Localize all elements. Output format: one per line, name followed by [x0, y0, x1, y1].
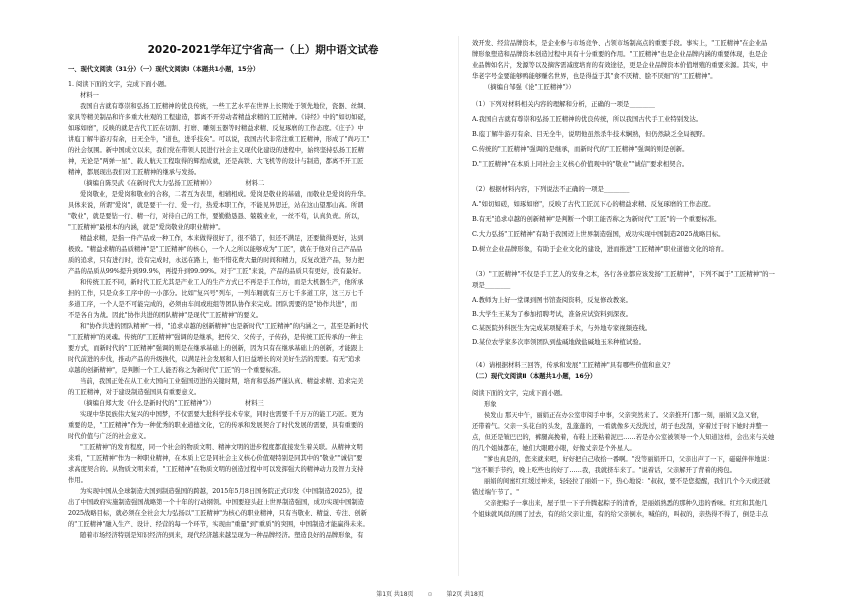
text-line: 精神，都展现出我们对工匠精神的继承与发扬。 — [68, 169, 201, 176]
text-line: 出了中国政府实施制造强国战略第一个十年的行动纲领。中国要迎头赶上世界制造强国，成功实现中国制造 — [68, 499, 364, 506]
text-line: 和传统工匠不同，新时代工匠尤其是产业工人的生产方式已不再是手工作坊，而是大机器生产，他所承 — [80, 279, 364, 286]
text-line: 2025战略目标，就必须在全社会大力弘扬以"工匠精神"为核心的职业精神，只有当敬业、精益、专注、创新 — [68, 510, 367, 517]
question-1-stem: （1）下列对材料相关内容的理解和分析，正确的一项是________ — [472, 100, 656, 108]
question-3-stem: （3）"工匠精神"不仅是手工艺人的安身之本，各行各业都应该发扬"工匠精神"，下列不属于"工匠精神"的一 — [472, 270, 775, 278]
material2-source — [68, 398, 458, 409]
text-line: 来看，"工匠精神"作为一种职业精神，在本质上它是同社会主义核心价值观特别是同其中的"敬业""诚信"要 — [68, 455, 363, 462]
question-intro: 1. 阅读下面的文字，完成下面小题。 — [68, 81, 171, 88]
text-line: "敬业"，就是要钻一行、精一行，对待自己的工作，要勤勤恳恳、兢兢业业，一丝不苟，认真负责。所以， — [68, 213, 364, 220]
text-line: 具体来说，所谓"爱岗"，就是要干一行、爱一行，热爱本职工作，不能见异思迁，站在这山望那山高。所谓 — [68, 202, 364, 209]
page-separator-icon: ⊙ — [427, 591, 433, 598]
text-line: 要方式，而新时代的"工匠精神"强调的则是在继承基础上的创新，因为只有在继承基础上的创新，才能跟上 — [68, 345, 364, 352]
text-line: "工匠精神"的发育程度，同一个社会的物质文明、精神文明的进步程度都直接发生着关联。从精神文明 — [80, 444, 363, 451]
right-column — [458, 0, 832, 608]
text-line: 当前，我国正处在从工业大国向工业强国迈进的关键时期，培育和弘扬严谨认真、精益求精、追求完美 — [80, 378, 364, 385]
text-line: 产品的品质从99%提升到99.9%，再提升到99.99%。对于"工匠"来说，产品的品质只有更好，没有最好。 — [68, 268, 365, 275]
text-line: 时代价值与广泛的社会意义。 — [68, 433, 150, 440]
text-line: 业品牌如名片，发源等以及摘客需减度培育的有效途径，更是企业品牌资本价值增殖的重要来源。其实，中 — [472, 62, 768, 69]
text-line: 为实现中国从全球制造大国到制造强国的跨越，2015年5月8日国务院正式印发《中国制造2025》，提 — [80, 488, 363, 495]
material3-body — [68, 409, 458, 541]
text-line: 求高度契合的。从物质文明来看，"工匠精神"在物质文明的创造过程中可以发挥强大的精神动力及智力支持 — [68, 466, 364, 473]
left-content — [68, 64, 458, 541]
text-line: 多道工序，一个人是不可能完成的，必须由车间或班组等团队协作来完成。团队需要的是"协作共进"，而 — [68, 301, 358, 308]
exam-title: 2020-2021学年辽宁省高一（上）期中语文试卷 — [147, 44, 379, 56]
q3-option-b: B.大学生王某为了参加招聘考试，准备应试资料到深夜。 — [472, 310, 633, 318]
material3-source: （摘编自邹强《论"工匠精神"》） — [484, 84, 575, 91]
text-line: 卓越的创新精神"，是判断一个工人能否称之为新时代"工匠"的一个重要标准。 — [68, 367, 285, 374]
text-line: 作用。 — [68, 477, 87, 484]
q1-option-b: B.庖丁解牛游刃有余、目无全牛，说明他虽然杀牛技术娴熟，但仍然缺乏全局视野。 — [472, 130, 709, 138]
source-citation: （摘编自陈昊武《在新时代大力弘扬工匠精神》） — [80, 180, 216, 187]
text-line: 错过端午节了。" — [472, 489, 519, 496]
right-content — [472, 38, 828, 520]
text-line: 重要的是，"工匠精神"作为一种优秀的职业道德文化，它的传承和发展契合了时代发展的需要，具有重要的 — [68, 422, 364, 429]
question-intro-2: 阅读下面的文字，完成下面小题。 — [472, 390, 567, 397]
page-number-right: 第2页 共18页 — [446, 591, 484, 598]
page-number-left: 第1页 共18页 — [376, 591, 414, 598]
text-line: 神，无论是"两弹一星"、载人航天工程取得的辉煌成就，还是高铁、大飞机等的设计与制造，都离不开工匠 — [68, 158, 364, 165]
text-line: 时代前进的步伐，推动产品的升级换代，以满足社会发展和人们日益增长的对美好生活的需要。有无"追求 — [68, 356, 361, 363]
q1-option-d: D."工匠精神"在本质上同社会主义核心价值观中的"敬业""诚信"要求相契合。 — [472, 160, 689, 168]
text-line: 担的工作，只是众多工序中的一小部分。比如"复兴号"列车，一列车厢就有三万七千多道工序，这三万七千 — [68, 290, 364, 297]
q3-option-c: C.某医院外科医生为完成某项疑难手术，与外地专家视频连线。 — [472, 324, 652, 332]
question-2-stem: （2）根据材料内容，下列说法不正确的一项是________ — [472, 185, 630, 193]
text-line: 牌形象塑造和品牌资本创造过程中具有十分重要的作用。"工匠精神"也是企业品牌内涵的重要体现，也是企 — [472, 51, 768, 58]
q2-option-d: D.树立企业品牌形象，有助于企业文化的建设，进而推进"工匠精神"职业道德文化的培育。 — [472, 245, 728, 253]
text-line: 精益求精，是指一件产品或一种工作，本来做得很好了，很不错了，但还不满足，还要做得更好，达到 — [80, 235, 364, 242]
text-line: 侯发山 那天中午，丽娟正在办公室审阅手中事，父亲突然来了。父亲推开门那一刻，丽娟又急又窘， — [484, 412, 764, 419]
question-3-stem-cont: 项是________ — [472, 281, 511, 289]
question-4-stem: （4）请根据材料三回答，传承和发展"工匠精神"具有哪些价值和意义？ — [472, 361, 674, 369]
text-line: 的几个姐妹都在，她们大眼瞪小眼，好像丈亲是个外星人。 — [472, 445, 636, 452]
q2-option-c: C.大力弘扬"工匠精神"有助于我国迈上世界制造强国，成功实现中国制造2025战略目标。 — [472, 230, 725, 238]
text-line: 不是各自为战。因此"协作共进的团队精神"是现代"工匠精神"的要义。 — [68, 312, 263, 319]
text-line: 的社会氛围。新中国成立以来，我们党在带领人民进行社会主义现代化建设的进程中，始终坚持弘扬工匠精 — [68, 147, 364, 154]
material1-source — [68, 178, 458, 189]
left-column — [68, 0, 458, 608]
material2-label: 材料二 — [245, 180, 265, 187]
q3-option-a: A.教师为上好一堂课到图书馆查阅资料，反复修改教案。 — [472, 296, 633, 304]
text-line: 爱岗敬业，是爱岗和敬业的合称，二者互为表里，相辅相成。爱岗是敬业的基础，而敬业是爱岗的升华。 — [80, 191, 370, 198]
text-line: "工匠精神"的灵魂。传统的"工匠精神"强调的是继承，把传父、父传子，子传孙，是传统工匠传承的一种主 — [68, 334, 363, 341]
text-line: 实现中华民族伟大复兴的中国梦，不仅需要大批科学技术专家，同时也需要千千万万的能工巧匠。更为 — [80, 411, 364, 418]
text-line: 随着市场经济特别是知识经济的到来，现代经济越来越呈现为一种品牌经济。塑造良好的品牌形象，有 — [80, 532, 364, 539]
section2-heading: （二）现代文阅读Ⅱ（本题共1小题，16分） — [472, 373, 597, 380]
material3-label: 材料三 — [244, 400, 264, 407]
q2-option-a: A."如切如磋，如琢如磨"，反映了古代工匠沉下心的精益求精、反复琢磨的工作态度。 — [472, 200, 715, 208]
material1-label: 材料一 — [80, 92, 99, 99]
text-line: 极致。"精益求精的品质精神"是"工匠精神"的核心，一个人之所以能够成为"工匠"，就在于他对自己产品品 — [68, 246, 363, 253]
text-line: 还带着气。父亲一头花白的头发，乱蓬蓬的，一看就像多天没洗过，胡子也没刮，穿着过于时下她时并整一 — [472, 423, 768, 430]
text-line: 华老字号金要能够鸭能够赚名世界，也是得益于其"食不厌精、脍不厌细"的"工匠精神"。 — [472, 73, 717, 80]
q1-option-c: C.传统的"工匠精神"强调的是继承，而新时代的"工匠精神"强调的则是创新。 — [472, 145, 689, 153]
text-line: 如琢如磨"，反映的就是古代工匠在切割、打磨、雕刻玉器等时精益求精、反复琢磨的工作态度。《庄子》中 — [68, 125, 364, 132]
text-line: "工匠精神"最根本的内涵，就是"爱岗敬业的职业精神"。 — [68, 224, 225, 231]
text-line: 质的追求，只有进行时，没有完成时，永远在路上，他不惜花费大量的时间和精力，反复改进产品，努力把 — [68, 257, 364, 264]
q3-option-d: D.某位农学家多次率领团队到盐碱地做盐碱地玉米种植试验。 — [472, 338, 646, 346]
text-line: "这不顺手节约，晚上吃些也的好了……我，我就挤车来了。"说着话，父亲解开了背着的挎包。 — [472, 467, 736, 474]
section1-heading: 一、现代文阅读（31分）（一）现代文阅读Ⅰ（本题共1小题，15分） — [68, 66, 260, 73]
text-line: 父亲把粽子一拿出来，屋子里一下子升腾起粽子的清香，是丽娟熟悉的那种久违的香味。红红和其他几 — [484, 500, 768, 507]
q2-option-b: B.有无"追求卓越的创新精神"是判断一个职工能否称之为新时代"工匠"的一个重要标准。 — [472, 215, 721, 223]
page-footer — [0, 589, 860, 598]
material2-body — [68, 189, 458, 398]
text-line: 点，但还是皱巴巴的，裤腿高挽着，布鞋上还粘着泥巴……若是办公室被领导一个人知道这样，会出来与关她 — [472, 434, 775, 441]
text-line: 和"协作共进的团队精神"一样，"追求卓越的创新精神"也是新时代"工匠精神"的内涵之一，甚至是新时代 — [80, 323, 369, 330]
text-line: 讲庖丁解牛游刃有余，日无全牛，"道也，进乎技矣"。可以说，我国古代非常注重工匠精神，形成了"尚巧工" — [68, 136, 370, 143]
text-line: "爹也真是的，您来就来吧，好好把自己收拾一番啊。"没等丽娟开口，父亲出声了一下，磁磁伴伴地说： — [484, 456, 774, 463]
text-line: 家具等精美制品和许多重大杜观的工程建造，都离不开劳动者精益求精的工匠精神。《诗经》中的"如切如磋， — [68, 114, 370, 121]
material1-body — [68, 101, 458, 178]
text-line: 效开发、经营品牌资本，是企业参与市场竞争、占领市场制高点的重要手段。事实上，"工匠精神"在企业品 — [472, 40, 768, 47]
text-line: 我国自古就有尊崇和弘扬工匠精神的优良传统，一些工艺水平在世界上长期处于领先地位，瓷器、丝绸、 — [80, 103, 370, 110]
text-line: 丽娟的闺蜜红红缓过神来，轻轻拉了丽娟一下，热心地说："叔叔，要不是您提醒，我们几个今天或还就 — [484, 478, 771, 485]
text-line: 的"工匠精神"融入生产、设计、经营的每一个环节，实现由"重量"到"重质"的突围，中国制造才能赢得未来。 — [68, 521, 369, 528]
source-citation: （摘编自郑大发《什么是新时代的"工匠精神"》） — [80, 400, 215, 407]
text-line: 的工匠精神，对于建设制造强国具有重要意义。 — [68, 389, 201, 396]
q1-option-a: A.我国自古就有尊崇和弘扬工匠精神的优良传统，所以我国古代手工业特别发达。 — [472, 115, 703, 123]
story-title: 形象 — [484, 401, 497, 408]
text-line: 个姐妹就风似的围了过去，有的给父亲让座，有的给父亲倒水，喊伯的，叫叔的，亲热得不得了，倒是丰点 — [472, 511, 768, 518]
